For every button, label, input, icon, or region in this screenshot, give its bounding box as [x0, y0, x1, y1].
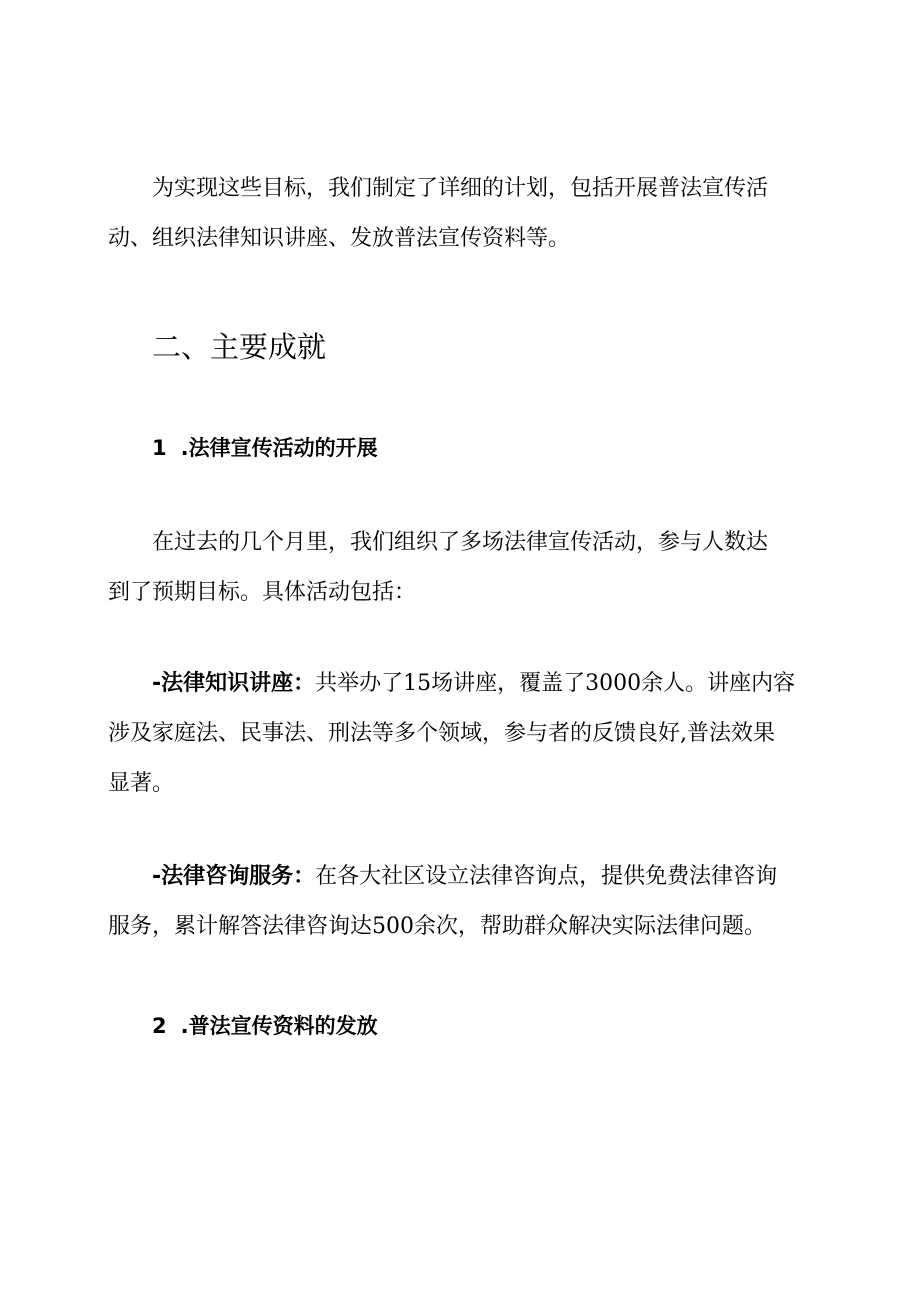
- lecture-line-1: [152, 659, 812, 709]
- lecture-line-1-text: 共举办了15场讲座，覆盖了3000余人。讲座内容: [315, 671, 796, 696]
- consult-line-2: 服务，累计解答法律咨询达500余次，帮助群众解决实际法律问题。: [108, 914, 766, 939]
- lecture-line-2: 涉及家庭法、民事法、刑法等多个领域，参与者的反馈良好,普法效果: [108, 721, 775, 746]
- subheading-2-number: 2: [152, 1014, 167, 1038]
- consult-line-1: [152, 852, 812, 902]
- subheading-2-title: .普法宣传资料的发放: [180, 1014, 378, 1038]
- consult-item: [108, 852, 812, 952]
- consult-label: -法律咨询服务：: [152, 864, 316, 889]
- lecture-line-3: 显著。: [108, 771, 175, 796]
- section-heading-achievements: 二、主要成就: [152, 330, 327, 364]
- lecture-label: -法律知识讲座：: [152, 671, 316, 696]
- intro-line-1: 为实现这些目标，我们制定了详细的计划，包括开展普法宣传活: [152, 176, 769, 201]
- activities-line-1: 在过去的几个月里，我们组织了多场法律宣传活动，参与人数达: [152, 530, 769, 555]
- subheading-2: [152, 1006, 378, 1046]
- subheading-1-number: 1: [152, 436, 167, 460]
- subheading-1: [152, 428, 378, 468]
- activities-paragraph: [108, 518, 812, 618]
- intro-paragraph: [108, 164, 812, 264]
- consult-line-1-text: 在各大社区设立法律咨询点，提供免费法律咨询: [315, 864, 778, 889]
- lecture-item: [108, 659, 812, 809]
- subheading-1-title: .法律宣传活动的开展: [180, 436, 378, 460]
- intro-line-2: 动、组织法律知识讲座、发放普法宣传资料等。: [108, 226, 571, 251]
- activities-line-2: 到了预期目标。具体活动包括：: [108, 580, 417, 605]
